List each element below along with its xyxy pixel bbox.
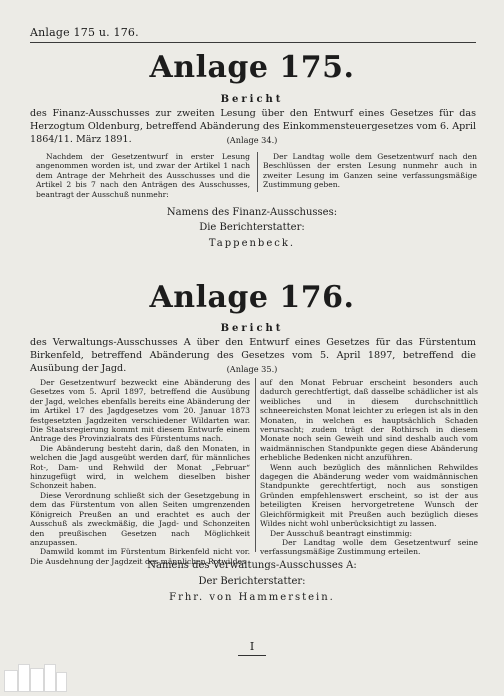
paragraph: Der Landtag wolle dem Gesetzentwurf nach den Beschlüssen der ersten Lesung nunmehr auch in zweiter Lesung im Ganzen seine verfassungsmäßige Zustimmung geben. xyxy=(263,152,477,190)
anlage-176-signature-name: Frhr. von Hammerstein. xyxy=(169,592,335,603)
library-building-logo-icon xyxy=(4,664,66,692)
anlage-175-signature-role: Die Berichterstatter: xyxy=(199,222,305,233)
page-number-text: I xyxy=(249,640,255,653)
page-number-underline xyxy=(238,655,266,656)
running-head: Anlage 175 u. 176. xyxy=(30,26,139,39)
anlage-175-title: Anlage 175. xyxy=(149,50,355,85)
paragraph: Der Gesetzentwurf bezweckt eine Abänderung des Gesetzes vom 5. April 1897, betreffend die Ausübung der Jagd, welches ebenfalls bereits eine Abänderung der im Artikel 17 des Jagdgesetzes vom 20. Januar 1873 festgesetzten Jagdzeiten verschiedener Wildarten war. Die Staatsregierung kommt mit diesem Entwurfe einem Antrage des Provinzialrats des Fürstentums nach. xyxy=(30,378,250,444)
anlage-175-ref: (Anlage 34.) xyxy=(226,135,278,145)
anlage-176-right-column xyxy=(260,378,478,557)
anlage-176-description: des Verwaltungs-Ausschusses A über den Entwurf eines Gesetzes für das Fürstentum Birkenfeld, betreffend Abänderung des Gesetzes vom 5. April 1897, betreffend die Ausübung der Jagd. xyxy=(30,337,476,374)
anlage-176-signature-role: Der Berichterstatter: xyxy=(198,576,306,587)
anlage-175-signature-name: Tappenbeck. xyxy=(208,238,296,249)
paragraph: Die Abänderung besteht darin, daß den Monaten, in welchen die Jagd ausgeübt werden darf, für männliches Rot-, Dam- und Rehwild der Monat „Februar“ hinzugefügt wird, in welchem dieselben bisher Schonzeit haben. xyxy=(30,443,250,491)
anlage-175-signature-committee: Namens des Finanz-Ausschusses: xyxy=(166,207,338,218)
paragraph: Nachdem der Gesetzentwurf in erster Lesung angenommen worden ist, und zwar der Artikel 1 nach dem Antrage der Mehrheit des Ausschusses und die Artikel 2 bis 7 nach den Anträgen des Ausschusses, beantragt der Ausschuß nunmehr: xyxy=(36,152,250,199)
anlage-176-signature-committee: Namens des Verwaltungs-Ausschusses A: xyxy=(147,560,357,571)
anlage-176-ref: (Anlage 35.) xyxy=(226,364,278,374)
header-rule xyxy=(30,42,476,43)
anlage-175-right-column xyxy=(263,152,477,190)
paragraph: Diese Verordnung schließt sich der Gesetzgebung in dem das Fürstentum von allen Seiten umgrenzenden Königreich Preußen an und erachtet es auch der Ausschuß als zweckmäßig, die Jagd- und Schonzeiten den preußischen Gesetzen nach Möglichkeit anzupassen. xyxy=(30,490,250,547)
anlage-175-subtitle: Bericht xyxy=(220,94,284,105)
page-number xyxy=(0,640,504,656)
paragraph: auf den Monat Februar erscheint besonders auch dadurch gerechtfertigt, daß dasselbe schädlicher ist als weibliches und in diesem durchschnittlich schneereichsten Monat leichter zu erlegen ist als in den Monaten, in welchen es hauptsächlich Schaden verursacht; zudem trägt der Rothirsch in diesem Monate noch sein Geweih und sind deshalb auch vom waidmännischen Standpunkte gegen diese Abänderung erhebliche Bedenken nicht anzuführen. xyxy=(260,378,478,463)
paragraph: Damwild kommt im Fürstentum Birkenfeld nicht vor. Die Ausdehnung der Jagdzeit des männlichen Rotwildes xyxy=(30,547,250,566)
column-divider xyxy=(255,378,256,552)
anlage-176-title: Anlage 176. xyxy=(149,280,355,315)
column-divider xyxy=(257,152,258,192)
anlage-176-subtitle: Bericht xyxy=(220,323,284,334)
anlage-175-left-column xyxy=(36,152,250,199)
anlage-176-left-column xyxy=(30,378,250,566)
paragraph: Wenn auch bezüglich des männlichen Rehwildes dagegen die Abänderung weder vom waidmännischen Standpunkte gerechtfertigt, noch aus sonstigen Gründen empfehlenswert erscheint, so ist der aus beteiligten Kreisen hervorgetretene Wunsch der Gleichförmigkeit mit Preußen auch bezüglich dieses Wildes nicht wohl unberücksichtigt zu lassen. xyxy=(260,462,478,529)
paragraph: Der Landtag wolle dem Gesetzentwurf seine verfassungsmäßige Zustimmung erteilen. xyxy=(260,537,478,557)
paragraph: Der Ausschuß beantragt einstimmig: xyxy=(270,528,413,538)
anlage-175-description: des Finanz-Ausschusses zur zweiten Lesung über den Entwurf eines Gesetzes für das Herzogtum Oldenburg, betreffend Abänderung des Einkommensteuergesetzes vom 6. April 1864/11. März 1891. xyxy=(30,108,476,145)
